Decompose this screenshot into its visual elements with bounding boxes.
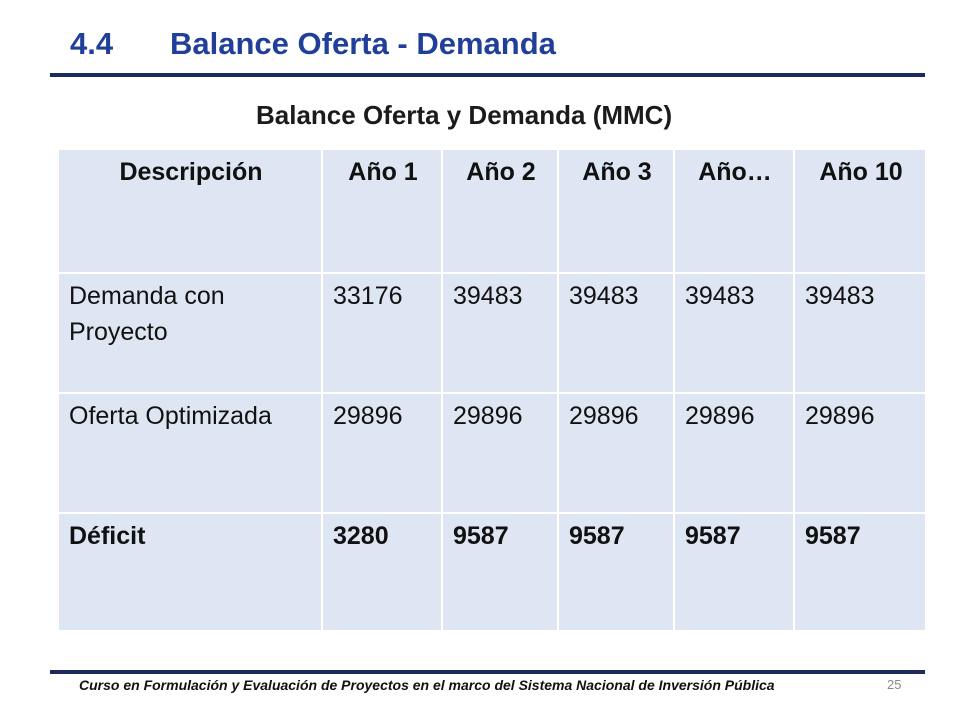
- page-number: 25: [887, 677, 902, 692]
- section-heading: [70, 22, 556, 66]
- table-cell: 9587: [558, 513, 674, 631]
- header-ano-1: Año 1: [322, 149, 442, 273]
- header-ano-ellipsis: Año…: [674, 149, 794, 273]
- table-row: [58, 273, 926, 393]
- table-cell: 9587: [794, 513, 926, 631]
- table-cell: 29896: [558, 393, 674, 513]
- balance-table: [57, 148, 927, 632]
- table-cell: 3280: [322, 513, 442, 631]
- table-cell: 39483: [558, 273, 674, 393]
- row-label-demanda: Demanda con Proyecto: [58, 273, 322, 393]
- table-cell: 29896: [794, 393, 926, 513]
- table-row: [58, 393, 926, 513]
- row-label-oferta: Oferta Optimizada: [58, 393, 322, 513]
- table-cell: 39483: [674, 273, 794, 393]
- table-cell: 29896: [442, 393, 558, 513]
- footer-text: Curso en Formulación y Evaluación de Proyectos en el marco del Sistema Nacional de Inversión Pública: [79, 677, 775, 693]
- table-title: Balance Oferta y Demanda (MMC): [256, 100, 673, 130]
- top-divider: [50, 73, 925, 77]
- table-cell: 33176: [322, 273, 442, 393]
- table-cell: 9587: [674, 513, 794, 631]
- section-title: Balance Oferta - Demanda: [170, 26, 556, 61]
- table-header-row: [58, 149, 926, 273]
- header-descripcion: Descripción: [58, 149, 322, 273]
- table-cell: 29896: [322, 393, 442, 513]
- table-cell: 29896: [674, 393, 794, 513]
- section-number: 4.4: [70, 26, 114, 61]
- bottom-divider: [50, 670, 925, 674]
- table-row-deficit: [58, 513, 926, 631]
- header-ano-3: Año 3: [558, 149, 674, 273]
- table-cell: 39483: [794, 273, 926, 393]
- header-ano-2: Año 2: [442, 149, 558, 273]
- table-cell: 39483: [442, 273, 558, 393]
- header-ano-10: Año 10: [794, 149, 926, 273]
- row-label-deficit: Déficit: [58, 513, 322, 631]
- table-cell: 9587: [442, 513, 558, 631]
